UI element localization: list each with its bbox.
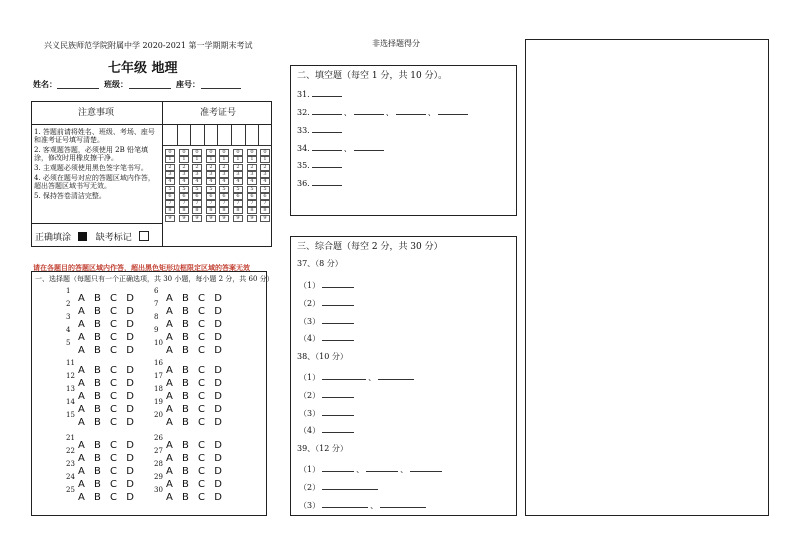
part-label: （2） [299, 483, 321, 492]
question-number: 5 [66, 339, 71, 347]
option-bubbles[interactable]: A B C D [166, 293, 222, 304]
separator: 、 [427, 108, 436, 117]
answer-blank[interactable] [322, 463, 354, 472]
part-label: （1） [299, 281, 321, 290]
seat-field[interactable] [201, 80, 241, 89]
q32-row [297, 106, 470, 118]
answer-blank[interactable] [354, 142, 384, 151]
zkz-bubble[interactable]: 4 [260, 178, 270, 185]
zkz-bubble[interactable]: 7 [192, 200, 202, 207]
class-label: 班级： [104, 79, 128, 89]
answer-blank[interactable] [322, 297, 354, 306]
question-number: 19 [154, 398, 163, 406]
answer-blank[interactable] [312, 106, 342, 115]
zkz-bubble[interactable]: 4 [206, 178, 216, 185]
separator: 、 [385, 108, 394, 117]
missing-label: 缺考标记 [95, 233, 132, 243]
divider [231, 125, 232, 145]
option-bubbles[interactable]: A B C D [78, 378, 134, 389]
q38-p3 [299, 407, 356, 419]
zkz-bubble[interactable]: 1 [247, 156, 257, 163]
zkz-bubble[interactable]: 0 [165, 149, 175, 156]
answer-blank[interactable] [322, 315, 354, 324]
part-label: （3） [299, 409, 321, 418]
zkz-bubble[interactable]: 8 [219, 207, 229, 214]
zkz-bubble[interactable]: 1 [192, 156, 202, 163]
subject-title: 七年级 地理 [108, 61, 178, 76]
answer-blank[interactable] [322, 279, 354, 288]
question-number: 17 [154, 372, 163, 380]
q33-label: 33. [297, 126, 310, 135]
zkz-bubble[interactable]: 1 [179, 156, 189, 163]
q37-p1 [299, 279, 356, 291]
zkz-bubble[interactable]: 5 [233, 186, 243, 193]
option-bubbles[interactable]: A B C D [166, 479, 222, 490]
zkz-bubble[interactable]: 0 [233, 149, 243, 156]
zkz-bubble[interactable]: 8 [247, 207, 257, 214]
q35-row [297, 159, 344, 171]
option-bubbles[interactable]: A B C D [166, 453, 222, 464]
name-label: 姓名： [33, 79, 57, 89]
zkz-bubble[interactable]: 4 [179, 178, 189, 185]
zkz-bubble[interactable]: 0 [179, 149, 189, 156]
answer-blank[interactable] [354, 106, 384, 115]
zkz-bubble[interactable]: 2 [206, 164, 216, 171]
zkz-bubble[interactable]: 3 [260, 171, 270, 178]
zkz-bubble[interactable]: 5 [219, 186, 229, 193]
zkz-bubble[interactable]: 1 [260, 156, 270, 163]
zkz-bubble[interactable]: 3 [206, 171, 216, 178]
zkz-bubble[interactable]: 1 [206, 156, 216, 163]
option-bubbles[interactable]: A B C D [166, 404, 222, 415]
divider [258, 125, 259, 145]
zkz-bubble[interactable]: 2 [219, 164, 229, 171]
zkz-bubble[interactable]: 7 [165, 200, 175, 207]
q39-p3 [299, 499, 428, 511]
comp-title: 三、综合题（每空 2 分，共 30 分） [297, 242, 443, 252]
zkz-bubble[interactable]: 6 [165, 193, 175, 200]
zkz-bubble[interactable]: 4 [233, 178, 243, 185]
q39-p1 [299, 463, 444, 475]
answer-blank[interactable] [322, 407, 354, 416]
answer-blank[interactable] [312, 124, 342, 133]
q37-p4 [299, 332, 356, 344]
question-number: 3 [66, 313, 71, 321]
question-number: 16 [154, 359, 163, 367]
zkz-title: 准考证号 [200, 108, 237, 118]
zkz-bubble[interactable]: 3 [233, 171, 243, 178]
answer-blank[interactable] [378, 371, 414, 380]
zkz-bubble[interactable]: 6 [247, 193, 257, 200]
q37-label: 37、（8 分） [297, 259, 343, 268]
separator: 、 [368, 373, 377, 382]
missing-checkbox[interactable] [139, 231, 149, 241]
zkz-bubble[interactable]: 9 [260, 215, 270, 222]
q36-row [297, 177, 344, 189]
q38-p2 [299, 389, 356, 401]
zkz-bubble[interactable]: 6 [192, 193, 202, 200]
option-bubbles[interactable]: A B C D [78, 345, 134, 356]
comp-box [290, 236, 517, 516]
question-number: 1 [66, 287, 71, 295]
option-bubbles[interactable]: A B C D [166, 365, 222, 376]
option-bubbles[interactable]: A B C D [78, 365, 134, 376]
exam-title: 兴义民族师范学院附属中学 2020-2021 第一学期期末考试 [44, 41, 253, 50]
zkz-bubble[interactable]: 3 [165, 171, 175, 178]
answer-blank[interactable] [366, 463, 398, 472]
zkz-bubble[interactable]: 2 [247, 164, 257, 171]
question-number: 6 [154, 287, 159, 295]
q38-label: 38、（10 分） [297, 352, 348, 361]
zkz-bubble[interactable]: 9 [165, 215, 175, 222]
zkz-bubble[interactable]: 3 [192, 171, 202, 178]
q34-row [297, 142, 386, 154]
answer-blank[interactable] [322, 389, 354, 398]
seat-label: 座号： [176, 79, 200, 89]
part-label: （4） [299, 426, 321, 435]
answer-blank[interactable] [396, 106, 426, 115]
zkz-bubble[interactable]: 0 [192, 149, 202, 156]
question-number: 7 [154, 300, 159, 308]
question-number: 10 [154, 339, 163, 347]
nonchoice-title: 非选择题得分 [372, 39, 420, 48]
fill-legend [35, 231, 149, 244]
answer-blank[interactable] [322, 371, 366, 380]
zkz-bubble[interactable]: 8 [233, 207, 243, 214]
option-bubbles[interactable]: A B C D [78, 332, 134, 343]
question-number: 13 [66, 385, 75, 393]
q37-p2 [299, 297, 356, 309]
fill-title: 二、填空题（每空 1 分，共 10 分）。 [297, 71, 448, 81]
zkz-bubble[interactable]: 1 [165, 156, 175, 163]
zkz-bubble[interactable]: 6 [260, 193, 270, 200]
option-bubbles[interactable]: A B C D [78, 492, 134, 503]
notice-item: 4. 必须在题号对应的答题区域内作答，超出答题区域书写无效。 [34, 174, 155, 191]
option-bubbles[interactable]: A B C D [78, 293, 134, 304]
filled-square-icon [78, 232, 87, 241]
question-number: 25 [66, 486, 75, 494]
q31-row [297, 88, 344, 100]
option-bubbles[interactable]: A B C D [78, 306, 134, 317]
divider [245, 125, 246, 145]
zkz-bubble[interactable]: 6 [233, 193, 243, 200]
question-number: 18 [154, 385, 163, 393]
option-bubbles[interactable]: A B C D [166, 417, 222, 428]
separator: 、 [400, 465, 409, 474]
zkz-bubble[interactable]: 0 [219, 149, 229, 156]
q35-label: 35. [297, 161, 310, 170]
zkz-bubble[interactable]: 4 [247, 178, 257, 185]
zkz-bubble[interactable]: 8 [206, 207, 216, 214]
zkz-bubble[interactable]: 5 [165, 186, 175, 193]
question-number: 26 [154, 434, 163, 442]
notice-item: 3. 主观题必须使用黑色签字笔书写。 [34, 164, 148, 173]
option-bubbles[interactable]: A B C D [166, 466, 222, 477]
zkz-bubble[interactable]: 1 [233, 156, 243, 163]
zkz-bubble[interactable]: 9 [179, 215, 189, 222]
zkz-bubble[interactable]: 7 [179, 200, 189, 207]
zkz-bubble[interactable]: 2 [192, 164, 202, 171]
option-bubbles[interactable]: A B C D [78, 453, 134, 464]
zkz-bubble[interactable]: 0 [247, 149, 257, 156]
question-number: 23 [66, 460, 75, 468]
zkz-bubble[interactable]: 9 [247, 215, 257, 222]
zkz-bubble[interactable]: 8 [260, 207, 270, 214]
question-number: 12 [66, 372, 75, 380]
zkz-bubble[interactable]: 7 [233, 200, 243, 207]
question-number: 27 [154, 447, 163, 455]
option-bubbles[interactable]: A B C D [166, 319, 222, 330]
zkz-bubble[interactable]: 3 [219, 171, 229, 178]
question-number: 8 [154, 313, 159, 321]
separator: 、 [343, 144, 352, 153]
option-bubbles[interactable]: A B C D [78, 440, 134, 451]
option-bubbles[interactable]: A B C D [166, 440, 222, 451]
part-label: （1） [299, 465, 321, 474]
q31-label: 31. [297, 90, 310, 99]
separator: 、 [343, 108, 352, 117]
question-number: 29 [154, 473, 163, 481]
zkz-bubble[interactable]: 3 [247, 171, 257, 178]
answer-blank[interactable] [322, 499, 368, 508]
zkz-bubble[interactable]: 9 [206, 215, 216, 222]
option-bubbles[interactable]: A B C D [166, 345, 222, 356]
question-number: 4 [66, 326, 71, 334]
divider [204, 125, 205, 145]
answer-blank[interactable] [312, 88, 342, 97]
q37-p3 [299, 315, 356, 327]
question-number: 11 [66, 359, 75, 367]
zkz-bubble[interactable]: 7 [206, 200, 216, 207]
zkz-bubble[interactable]: 6 [179, 193, 189, 200]
zkz-bubble[interactable]: 4 [192, 178, 202, 185]
zkz-grid [163, 125, 272, 223]
divider [163, 145, 272, 146]
zkz-bubble[interactable]: 4 [219, 178, 229, 185]
q32-label: 32. [297, 108, 310, 117]
option-bubbles[interactable]: A B C D [166, 378, 222, 389]
fill-box [290, 65, 517, 216]
divider [32, 223, 162, 224]
zkz-bubble[interactable]: 7 [247, 200, 257, 207]
zkz-bubble[interactable]: 2 [233, 164, 243, 171]
choice-box [31, 271, 274, 516]
notice-title: 注意事项 [78, 108, 115, 118]
zkz-bubble[interactable]: 0 [260, 149, 270, 156]
question-number: 22 [66, 447, 75, 455]
q34-label: 34. [297, 144, 310, 153]
question-number: 9 [154, 326, 159, 334]
q38-p1 [299, 371, 416, 383]
option-bubbles[interactable]: A B C D [78, 391, 134, 402]
question-number: 21 [66, 434, 75, 442]
part-label: （2） [299, 299, 321, 308]
zkz-bubble[interactable]: 9 [192, 215, 202, 222]
question-number: 28 [154, 460, 163, 468]
zkz-bubble[interactable]: 6 [219, 193, 229, 200]
zkz-bubble[interactable]: 5 [260, 186, 270, 193]
zkz-bubble[interactable]: 2 [165, 164, 175, 171]
question-number: 20 [154, 411, 163, 419]
q39-label: 39、（12 分） [297, 444, 348, 453]
option-bubbles[interactable]: A B C D [166, 332, 222, 343]
zkz-bubble[interactable]: 7 [260, 200, 270, 207]
class-field[interactable] [129, 80, 171, 89]
zkz-bubble[interactable]: 5 [192, 186, 202, 193]
answer-area-box[interactable] [525, 39, 769, 516]
zkz-bubble[interactable]: 1 [219, 156, 229, 163]
part-label: （2） [299, 391, 321, 400]
notice-item: 1. 答题前请将姓名、班级、考场、座号和准考证号填写清楚。 [34, 128, 155, 145]
question-number: 15 [66, 411, 75, 419]
answer-blank[interactable] [312, 159, 342, 168]
notice-zkz-box [31, 101, 272, 247]
option-bubbles[interactable]: A B C D [78, 404, 134, 415]
zkz-bubble[interactable]: 5 [179, 186, 189, 193]
notice-list [34, 128, 161, 200]
zkz-bubble[interactable]: 2 [179, 164, 189, 171]
name-field[interactable] [57, 80, 99, 89]
q33-row [297, 124, 344, 136]
separator: 、 [356, 465, 365, 474]
separator: 、 [370, 501, 379, 510]
question-number: 30 [154, 486, 163, 494]
question-number: 14 [66, 398, 75, 406]
answer-blank[interactable] [438, 106, 468, 115]
zkz-bubble[interactable]: 9 [219, 215, 229, 222]
zkz-bubble[interactable]: 5 [247, 186, 257, 193]
part-label: （3） [299, 501, 321, 510]
option-bubbles[interactable]: A B C D [166, 391, 222, 402]
answer-blank[interactable] [410, 463, 442, 472]
part-label: （1） [299, 373, 321, 382]
divider [190, 125, 191, 145]
option-bubbles[interactable]: A B C D [166, 492, 222, 503]
answer-blank[interactable] [322, 332, 354, 341]
choice-title: 一、选择题（每题只有一个正确选项，共 30 小题，每小题 2 分，共 60 分） [35, 275, 274, 283]
zkz-bubble[interactable]: 5 [206, 186, 216, 193]
option-bubbles[interactable]: A B C D [78, 466, 134, 477]
zkz-bubble[interactable]: 3 [179, 171, 189, 178]
part-label: （4） [299, 334, 321, 343]
q39-p2 [299, 481, 380, 493]
notice-item: 5. 保持答卷清洁完整。 [34, 192, 106, 201]
option-bubbles[interactable]: A B C D [166, 306, 222, 317]
answer-blank[interactable] [312, 142, 342, 151]
zkz-bubble[interactable]: 8 [179, 207, 189, 214]
zkz-bubble[interactable]: 9 [233, 215, 243, 222]
warning-text: 请在各题目的答题区域内作答，超出黑色矩形边框限定区域的答案无效 [33, 263, 250, 272]
zkz-bubble[interactable]: 0 [206, 149, 216, 156]
answer-blank[interactable] [312, 177, 342, 186]
option-bubbles[interactable]: A B C D [78, 479, 134, 490]
q36-label: 36. [297, 179, 310, 188]
question-number: 24 [66, 473, 75, 481]
zkz-bubble[interactable]: 8 [165, 207, 175, 214]
answer-blank[interactable] [322, 424, 354, 433]
answer-blank[interactable] [380, 499, 426, 508]
option-bubbles[interactable]: A B C D [78, 417, 134, 428]
answer-blank[interactable] [322, 481, 378, 490]
zkz-bubble[interactable]: 6 [206, 193, 216, 200]
part-label: （3） [299, 317, 321, 326]
zkz-bubble[interactable]: 8 [192, 207, 202, 214]
question-number: 2 [66, 300, 71, 308]
notice-item: 2. 客观题答题，必须使用 2B 铅笔填涂，修改时用橡皮擦干净。 [34, 146, 148, 163]
fill-label: 正确填涂 [35, 233, 72, 243]
zkz-bubble[interactable]: 2 [260, 164, 270, 171]
option-bubbles[interactable]: A B C D [78, 319, 134, 330]
zkz-bubble[interactable]: 4 [165, 178, 175, 185]
divider [217, 125, 218, 145]
divider [177, 125, 178, 145]
q38-p4 [299, 424, 356, 436]
zkz-bubble[interactable]: 7 [219, 200, 229, 207]
